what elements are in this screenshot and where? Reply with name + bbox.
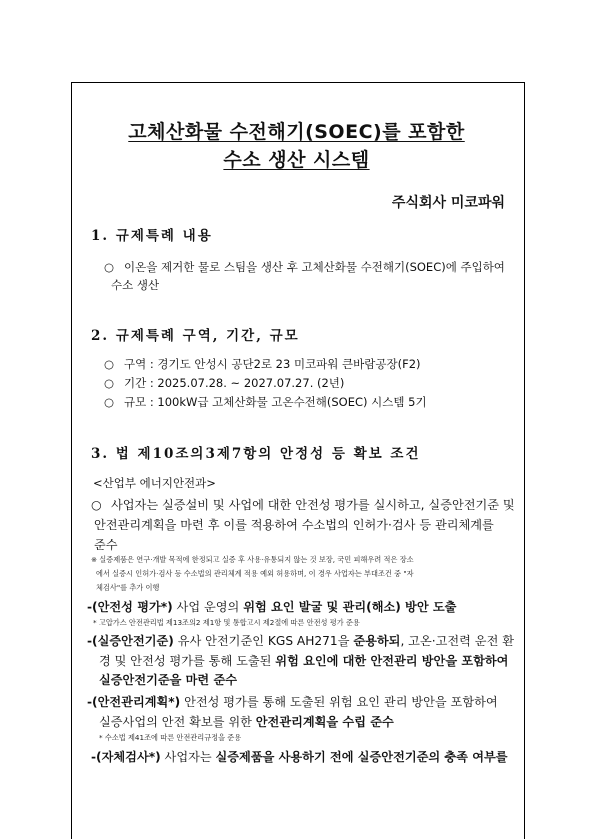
note1-line1: ※ 실증제품은 연구·개발 목적에 한정되고 실증 후 사용·유통되지 않는 것 보장, 국민 피해우려 적은 장소 [91, 555, 414, 564]
cond2-bold: 준용하되 [353, 634, 401, 648]
note1-line2: 에서 실증시 인허가·검사 등 수소법의 관리체계 적용 예외 허용하며, 이 경우 사업자는 부대조건 중 "자 [96, 569, 414, 578]
period-text: 기간 : 2025.07.28. ~ 2027.07.27. (2년) [124, 376, 345, 390]
section-2-heading: 2. 규제특례 구역, 기간, 규모 [91, 328, 300, 344]
cond2-line2b: 위험 요인에 대한 안전관리 방안을 포함하여 [275, 654, 509, 668]
bullet-icon: ○ [104, 376, 115, 390]
condition-demo-standard-line2 [99, 652, 508, 669]
section-2-item-area [104, 356, 421, 372]
document-title-line1: 고체산화물 수전해기(SOEC)를 포함한 [128, 121, 465, 143]
cond1-mid: 사업 운영의 [172, 600, 244, 614]
document-title-line2: 수소 생산 시스템 [223, 149, 370, 171]
condition-safety-plan-line2 [99, 713, 394, 730]
note3: * 수소법 제41조에 따른 안전관리규정을 준용 [99, 733, 242, 742]
ministry-label: <산업부 에너지안전과> [93, 476, 216, 490]
cond1-tail: (해소) 방안 도출 [366, 600, 457, 614]
main-condition-line2: 안전관리계획을 마련 후 이를 적용하여 수소법의 인허가·검사 등 관리체계를 [94, 518, 494, 532]
section-1-item [104, 259, 505, 275]
section-1-item-line2: 수소 생산 [111, 278, 160, 292]
section-1-item-line1: 이온을 제거한 물로 스팀을 생산 후 고체산화물 수전해기(SOEC)에 주입하여 [124, 260, 505, 274]
cond3-mid: 안전성 평가를 통해 도출된 위험 요인 관리 방안을 포함하여 [180, 695, 498, 709]
section-2-item-period [104, 375, 344, 391]
bullet-icon: ○ [104, 395, 115, 409]
cond4-lead: -(자체검사*) [91, 750, 161, 764]
scale-text: 규모 : 100kW급 고체산화물 고온수전해(SOEC) 시스템 5기 [124, 395, 427, 409]
cond3-line2a: 실증사업의 안전 확보를 위한 [99, 715, 256, 729]
main-condition-line1 [91, 496, 515, 513]
area-text: 구역 : 경기도 안성시 공단2로 23 미코파워 큰바람공장(F2) [124, 357, 421, 371]
note2: * 고압가스 안전관리법 제13조의2 제1항 및 통합고시 제2절에 따른 안전성 평가 준용 [93, 618, 360, 627]
cond2-line2a: 경 및 안전성 평가를 통해 도출된 [99, 654, 276, 668]
cond4-mid: 사업자는 [160, 750, 216, 764]
bullet-icon: ○ [104, 260, 115, 274]
main-condition-line3: 준수 [94, 538, 118, 552]
condition-safety-plan-line1 [87, 693, 498, 710]
main-condition-text1: 사업자는 실증설비 및 사업에 대한 안전성 평가를 실시하고, 실증안전기준 및 [111, 498, 515, 512]
condition-demo-standard-line3: 실증안전기준을 마련 준수 [99, 673, 237, 687]
section-1-heading: 1. 규제특례 내용 [91, 228, 213, 244]
condition-demo-standard-line1 [87, 632, 514, 649]
bullet-icon: ○ [104, 357, 115, 371]
section-2-item-scale [104, 394, 427, 410]
cond1-lead: -(안전성 평가*) [87, 600, 173, 614]
section-3-heading: 3. 법 제10조의3제7항의 안정성 등 확보 조건 [91, 446, 421, 462]
cond2-mid: 유사 안전기준인 KGS AH271을 [173, 634, 354, 648]
bullet-icon: ○ [91, 498, 102, 512]
condition-self-inspection [91, 748, 508, 765]
company-name: 주식회사 미코파워 [391, 195, 505, 211]
cond4-bold: 실증제품을 사용하기 전에 실증안전기준의 충족 여부를 [215, 750, 508, 764]
cond3-lead: -(안전관리계획*) [87, 695, 181, 709]
cond2-lead: -(실증안전기준) [87, 634, 174, 648]
cond3-line2b: 안전관리계획을 수립 준수 [255, 715, 394, 729]
cond1-bold: 위험 요인 발굴 및 관리 [243, 600, 367, 614]
note1-line3: 체검사"를 추가 이행 [96, 583, 160, 592]
cond2-tail: , 고온·고전력 운전 환 [400, 634, 514, 648]
condition-safety-evaluation [87, 598, 456, 615]
